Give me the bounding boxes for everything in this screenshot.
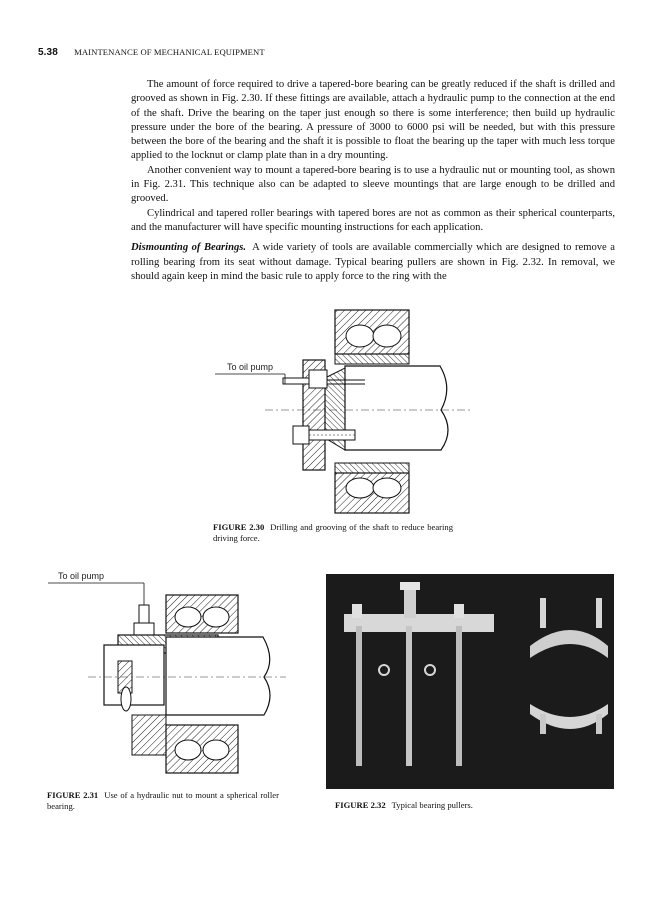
figure-2-32-caption — [335, 800, 595, 811]
figure-2-31-caption — [47, 790, 279, 812]
figure-2-31-label: FIGURE 2.31 — [47, 790, 99, 800]
body-text — [131, 78, 615, 284]
figure-2-32-label: FIGURE 2.32 — [335, 800, 386, 810]
figure-2-31-caption-text: Use of a hydraulic nut to mount a spherical roller bearing. — [47, 790, 279, 811]
section-text: A wide variety of tools are available commercially which are designed to remove a rolling bearing from its seat without damage. Typical bearing pullers are shown in Fig. 2.32. In removal, we should again keep in mind the basic rule to apply force to the ring with the — [131, 242, 615, 282]
running-header — [38, 47, 265, 58]
figure-2-30-label: FIGURE 2.30 — [213, 522, 265, 532]
paragraph-3: Cylindrical and tapered roller bearings with tapered bores are not as common as their spherical counterparts, and the manufacturer will have specific mounting instructions for each application. — [131, 207, 615, 233]
figure-2-32-caption-text: Typical bearing pullers. — [391, 800, 473, 810]
running-title: MAINTENANCE OF MECHANICAL EQUIPMENT — [74, 47, 265, 57]
paragraph-2: Another convenient way to mount a tapered-bore bearing is to use a hydraulic nut or mounting tool, as shown in Fig. 2.31. This technique also can be adapted to sleeve mountings that are large enough to be drilled and grooved. — [131, 164, 615, 205]
fig-2-31-callout: To oil pump — [58, 571, 105, 581]
figure-2-31-drawing — [48, 565, 288, 785]
section-title: Dismounting of Bearings. — [131, 242, 247, 254]
figure-2-32-photo — [326, 574, 614, 789]
page-number: 5.38 — [38, 47, 58, 58]
fig-2-30-callout: To oil pump — [227, 362, 274, 372]
figure-2-30-caption — [213, 522, 453, 544]
figure-2-30-caption-text: Drilling and grooving of the shaft to reduce bearing driving force. — [213, 522, 453, 543]
figure-2-30-drawing — [205, 308, 475, 518]
section-paragraph — [131, 241, 615, 284]
paragraph-1: The amount of force required to drive a tapered-bore bearing can be greatly reduced if the shaft is drilled and grooved as shown in Fig. 2.30. If these fittings are available, attach a hydraulic pump to the connection at the end of the shaft. Drive the bearing on the taper just enough so there is some interference; then build up hydraulic pressure under the bore of the bearing. A pressure of 3000 to 6000 psi will be needed, but with this pressure between the bore of the bearing and the shaft it is possible to float the bearing up the taper with much less torque applied to the locknut or clamp plate than in a dry mounting. — [131, 79, 615, 162]
